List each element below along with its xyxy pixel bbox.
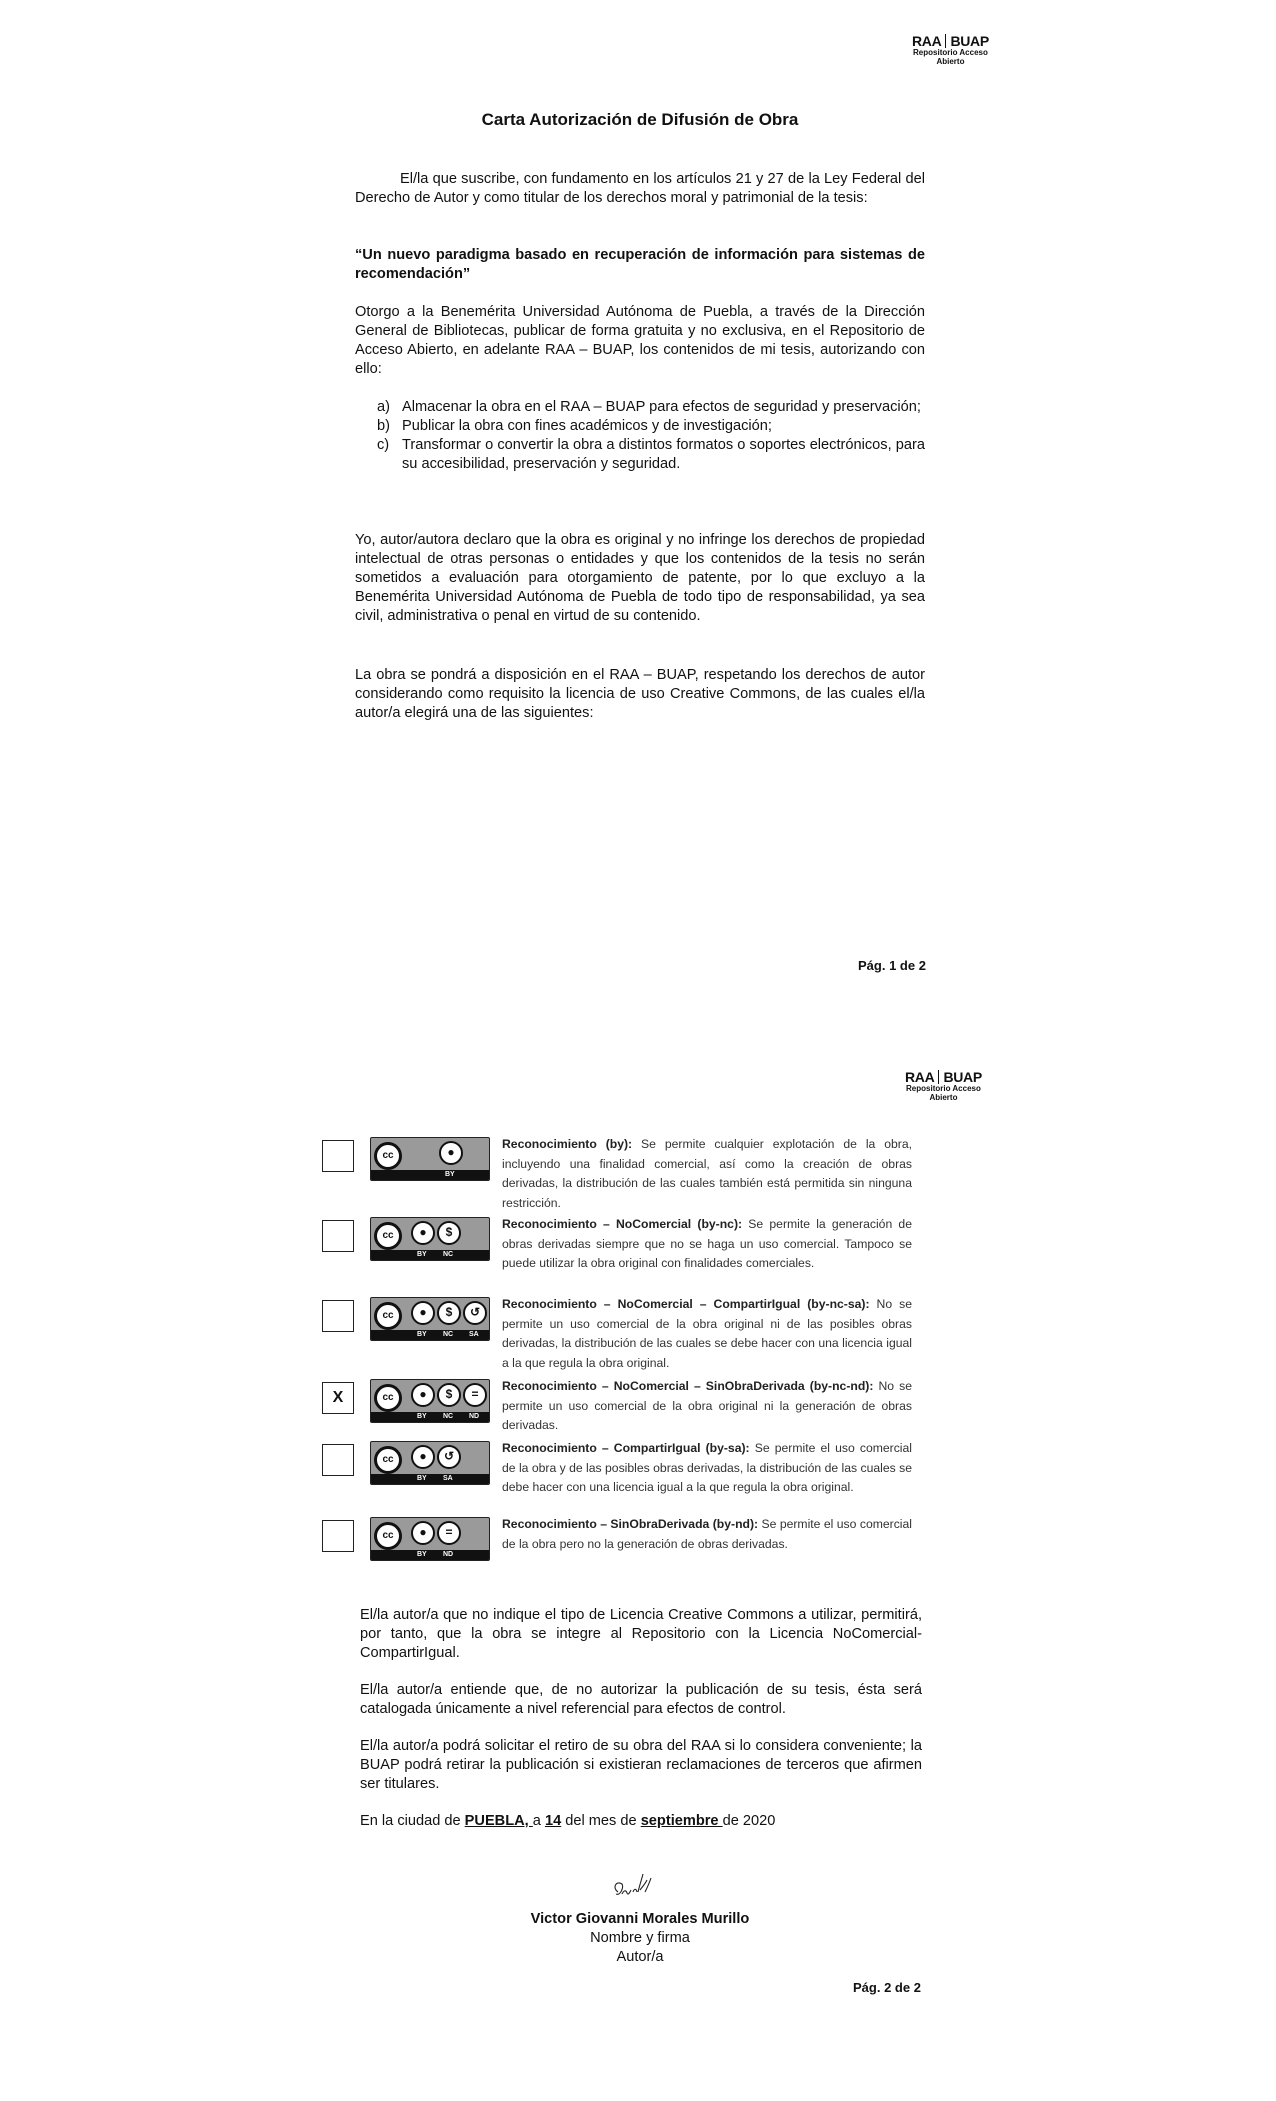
default-license-paragraph xyxy=(360,1606,922,1663)
license-tag: BY xyxy=(417,1475,427,1482)
license-row xyxy=(322,1217,912,1295)
logo-tagline-2: Abierto xyxy=(929,1093,958,1102)
license-row xyxy=(322,1441,912,1519)
logo-buap: BUAP xyxy=(950,33,989,49)
cc-license-badge xyxy=(370,1441,490,1485)
cc-license-badge xyxy=(370,1297,490,1341)
cc-icon: cc xyxy=(374,1302,402,1330)
raa-buap-logo xyxy=(912,34,989,66)
sharealike-icon: ↺ xyxy=(463,1301,487,1325)
license-checkbox[interactable] xyxy=(322,1444,354,1476)
cc-icon: cc xyxy=(374,1142,402,1170)
noncommercial-icon: $ xyxy=(437,1221,461,1245)
license-checkbox[interactable] xyxy=(322,1140,354,1172)
license-tag: BY xyxy=(445,1171,455,1178)
author-role: Autor/a xyxy=(616,1949,664,1965)
grant-text: Otorgo a la Benemérita Universidad Autónoma de Puebla, a través de la Dirección General de Bibliotecas, publicar de forma gratuita y no exclusiva, en el Repositorio de Acceso Abierto, en adelante RAA – BUAP, los contenidos de mi tesis, autorizando con ello: xyxy=(355,304,925,377)
place-date: En la ciudad de PUEBLA, a 14 del mes de septiembre de 2020 xyxy=(360,1813,776,1829)
cc-icon: cc xyxy=(374,1384,402,1412)
grant-paragraph xyxy=(355,303,925,379)
license-name: Reconocimiento – NoComercial – CompartirIgual (by-nc-sa): xyxy=(502,1297,870,1311)
noncommercial-icon: $ xyxy=(437,1383,461,1407)
attribution-icon: ● xyxy=(411,1445,435,1469)
cc-icon: cc xyxy=(374,1222,402,1250)
logo-tagline: Repositorio Acceso xyxy=(906,1084,981,1093)
no-authorize-text: El/la autor/a entiende que, de no autorizar la publicación de su tesis, ésta será catalogada únicamente a nivel referencial para efectos de control. xyxy=(360,1682,922,1717)
page-number: Pág. 1 de 2 xyxy=(858,958,926,973)
license-tag: NC xyxy=(443,1331,454,1338)
attribution-icon: ● xyxy=(411,1521,435,1545)
license-checkbox[interactable]: X xyxy=(322,1382,354,1414)
license-description: Reconocimiento – NoComercial (by-nc): Se permite la generación de obras derivadas siempre que no se haga un uso comercial. Tampoco se puede utilizar la obra original con finalidades comerciales. xyxy=(502,1217,912,1270)
license-name: Reconocimiento – CompartirIgual (by-sa): xyxy=(502,1441,750,1455)
license-checkbox[interactable] xyxy=(322,1220,354,1252)
signature-block xyxy=(355,1910,925,1967)
logo-tagline: Repositorio Acceso xyxy=(913,48,988,57)
license-description: Reconocimiento (by): Se permite cualquier explotación de la obra, incluyendo una finalidad comercial, así como la creación de obras derivadas, la distribución de las cuales también está permitida sin ninguna restricción. xyxy=(502,1137,913,1210)
license-tag: ND xyxy=(443,1551,454,1558)
license-description: Reconocimiento – NoComercial – CompartirIgual (by-nc-sa): No se permite un uso comercial de la obra original ni de las posibles obras derivadas, la distribución de las cuales se debe hacer con una licencia igual a la que regula la obra original. xyxy=(502,1297,912,1370)
document-title: Carta Autorización de Difusión de Obra xyxy=(481,110,799,129)
authorization-list xyxy=(355,398,925,474)
withdraw-text: El/la autor/a podrá solicitar el retiro de su obra del RAA si lo considera conveniente; la BUAP podrá retirar la publicación si existieran reclamaciones de terceros que afirmen ser titulares. xyxy=(360,1738,922,1792)
day-field: 14 xyxy=(544,1813,562,1829)
declaration-text: Yo, autor/autora declaro que la obra es original y no infringe los derechos de propiedad intelectual de otras personas o entidades y que los contenidos de la tesis no serán sometidos a evaluación para otorgamiento de patente, por lo que excluyo a la Benemérita Universidad Autónoma de Puebla de todo tipo de responsabilidad, ya sea civil, administrativa o penal en virtud de su contenido. xyxy=(355,532,925,624)
license-tag: SA xyxy=(443,1475,453,1482)
noderivatives-icon: = xyxy=(463,1383,487,1407)
license-name: Reconocimiento – SinObraDerivada (by-nd): xyxy=(502,1517,759,1531)
license-tag: SA xyxy=(469,1331,479,1338)
cc-icon: cc xyxy=(374,1446,402,1474)
license-name: Reconocimiento – NoComercial – SinObraDerivada (by-nc-nd): xyxy=(502,1379,874,1393)
signature-scribble xyxy=(610,1870,654,1904)
disposition-text: La obra se pondrá a disposición en el RAA – BUAP, respetando los derechos de autor considerando como requisito la licencia de uso Creative Commons, de las cuales el/la autor/a elegirá una de las siguientes: xyxy=(355,667,925,721)
list-item: b) Publicar la obra con fines académicos y de investigación; xyxy=(377,418,772,434)
license-tag: NC xyxy=(443,1413,454,1420)
license-tag: BY xyxy=(417,1551,427,1558)
license-tag: BY xyxy=(417,1413,427,1420)
cc-license-badge xyxy=(370,1137,490,1181)
intro-text: El/la que suscribe, con fundamento en los artículos 21 y 27 de la Ley Federal del Derecho de Autor y como titular de los derechos moral y patrimonial de la tesis: xyxy=(355,171,925,206)
thesis-title: “Un nuevo paradigma basado en recuperación de información para sistemas de recomendación” xyxy=(355,247,925,282)
page-1 xyxy=(0,0,1276,1030)
license-checkbox[interactable] xyxy=(322,1520,354,1552)
license-tag: BY xyxy=(417,1331,427,1338)
list-item: c) Transformar o convertir la obra a distintos formatos o soportes electrónicos, para su accesibilidad, preservación y seguridad. xyxy=(377,437,925,472)
page-number: Pág. 2 de 2 xyxy=(853,1980,921,1995)
sharealike-icon: ↺ xyxy=(437,1445,461,1469)
cc-license-badge xyxy=(370,1379,490,1423)
signature-label: Nombre y firma xyxy=(590,1930,690,1946)
declaration-paragraph xyxy=(355,531,925,626)
attribution-icon: ● xyxy=(439,1141,463,1165)
attribution-icon: ● xyxy=(411,1383,435,1407)
page-2 xyxy=(0,1030,1276,2101)
city-field: PUEBLA, xyxy=(464,1813,533,1829)
license-description: Reconocimiento – CompartirIgual (by-sa): Se permite el uso comercial de la obra y de las posibles obras derivadas, la distribución de las cuales se debe hacer con una licencia igual a la que regula la obra original. xyxy=(502,1441,912,1494)
license-tag: NC xyxy=(443,1251,454,1258)
intro-paragraph xyxy=(355,170,925,208)
license-tag: ND xyxy=(469,1413,480,1420)
logo-raa: RAA xyxy=(905,1069,935,1085)
default-license-text: El/la autor/a que no indique el tipo de Licencia Creative Commons a utilizar, permitirá, por tanto, que la obra se integre al Repositorio con la Licencia NoComercial-CompartirIgual. xyxy=(360,1607,922,1661)
license-description: Reconocimiento – NoComercial – SinObraDerivada (by-nc-nd): No se permite un uso comercial de la obra original ni la generación de obras derivadas. xyxy=(502,1379,912,1432)
logo-buap: BUAP xyxy=(943,1069,982,1085)
license-checkbox[interactable] xyxy=(322,1300,354,1332)
license-description: Reconocimiento – SinObraDerivada (by-nd): Se permite el uso comercial de la obra pero no la generación de obras derivadas. xyxy=(502,1517,912,1551)
license-name: Reconocimiento – NoComercial (by-nc): xyxy=(502,1217,743,1231)
disposition-paragraph xyxy=(355,666,925,723)
attribution-icon: ● xyxy=(411,1301,435,1325)
logo-raa: RAA xyxy=(912,33,942,49)
cc-license-badge xyxy=(370,1217,490,1261)
raa-buap-logo xyxy=(905,1070,982,1102)
cc-license-badge xyxy=(370,1517,490,1561)
attribution-icon: ● xyxy=(411,1221,435,1245)
license-row xyxy=(322,1517,912,1595)
logo-tagline-2: Abierto xyxy=(936,57,965,66)
cc-icon: cc xyxy=(374,1522,402,1550)
noderivatives-icon: = xyxy=(437,1521,461,1545)
list-item: a) Almacenar la obra en el RAA – BUAP para efectos de seguridad y preservación; xyxy=(377,399,921,415)
month-field: septiembre xyxy=(640,1813,723,1829)
license-name: Reconocimiento (by): xyxy=(502,1137,633,1151)
license-row xyxy=(322,1137,912,1215)
license-tag: BY xyxy=(417,1251,427,1258)
license-row xyxy=(322,1297,912,1375)
noncommercial-icon: $ xyxy=(437,1301,461,1325)
author-name: Victor Giovanni Morales Murillo xyxy=(530,1911,750,1927)
no-authorize-paragraph xyxy=(360,1681,922,1719)
thesis-title-block xyxy=(355,246,925,284)
withdraw-paragraph xyxy=(360,1737,922,1794)
